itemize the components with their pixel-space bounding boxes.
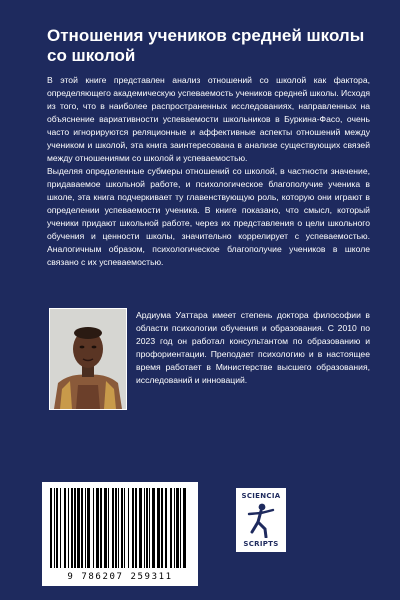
barcode-bar (50, 488, 52, 568)
barcode-bar (144, 488, 145, 568)
barcode-bar (124, 488, 125, 568)
barcode-bar (183, 488, 186, 568)
barcode-icon (48, 488, 192, 568)
barcode-bar (64, 488, 66, 568)
barcode-bar (118, 488, 119, 568)
barcode-bar (108, 488, 109, 568)
barcode-bar (87, 488, 90, 568)
barcode-bar (100, 488, 102, 568)
publisher-name-top: SCIENCIA (241, 492, 281, 500)
barcode-bar (161, 488, 163, 568)
publisher-logo (236, 488, 286, 552)
barcode-bar (115, 488, 117, 568)
barcode-bar (71, 488, 73, 568)
barcode-bar (152, 488, 155, 568)
barcode-bar (93, 488, 94, 568)
barcode-bar (54, 488, 55, 568)
barcode-bar (74, 488, 76, 568)
barcode-bar (180, 488, 181, 568)
barcode-bar (146, 488, 148, 568)
barcode-bar (139, 488, 142, 568)
barcode-bar (135, 488, 137, 568)
barcode-bar (132, 488, 134, 568)
abstract-paragraph: Выделяя определенные субмеры отношений со школой, в частности значение, придаваемое школьной работе, и психологическое благополучие ученика в школе, эта книга подчеркивает ту главенствующую роль, которую они играют в определении успеваемости ученика. В книге показано, что смысл, который ученики придают школьной работе, через их представления о цели школьного обучения и ценности школы, значительно коррелирует с успеваемостью. Аналогичным образом, психологическое благополучие учеников в школе связано с их успеваемостью. (47, 166, 370, 267)
barcode-bar (104, 488, 107, 568)
barcode-bar (68, 488, 69, 568)
barcode-bar (174, 488, 175, 568)
author-portrait-icon (50, 309, 126, 409)
barcode-bar (121, 488, 123, 568)
barcode-bar (170, 488, 172, 568)
barcode-bar (165, 488, 167, 568)
barcode-bar (60, 488, 61, 568)
publisher-name-bottom: SCRIPTS (243, 540, 279, 548)
barcode-bar (176, 488, 179, 568)
author-bio: Ардиума Уаттара имеет степень доктора философии в области психологии обучения и образования. С 2010 по 2023 год он работал консультантом по образованию и профориентации. Преподает психологию и в настоящее время работает в Министерстве высшего образования, исследований и инноваций. (136, 310, 370, 385)
barcode-bar (77, 488, 80, 568)
runner-figure-icon (246, 502, 276, 538)
abstract-paragraph: В этой книге представлен анализ отношений со школой как фактора, определяющего академическую успеваемость учеников средней школы. Исходя из того, что в наиболее распространенных исследованиях, направленных на объяснение вариативности успеваемости школьников в Буркина-Фасо, очень часто игнорируются реляционные и аффективные аспекты отношений между учеником и школой, эта книга заинтересована в анализе существующих связей между отношениями со школой и успеваемостью. (47, 75, 370, 163)
book-title: Отношения учеников средней школы со школой (47, 26, 365, 65)
book-abstract (47, 74, 370, 269)
barcode-bar (149, 488, 150, 568)
barcode-bar (81, 488, 83, 568)
isbn-number: 9 786207 259311 (67, 572, 173, 582)
barcode-bar (157, 488, 160, 568)
author-photo (49, 308, 127, 410)
barcode-bar (128, 488, 129, 568)
barcode-bar (56, 488, 58, 568)
barcode-bar (112, 488, 114, 568)
barcode-bar (96, 488, 99, 568)
barcode-bar (85, 488, 86, 568)
isbn-barcode (42, 482, 198, 586)
